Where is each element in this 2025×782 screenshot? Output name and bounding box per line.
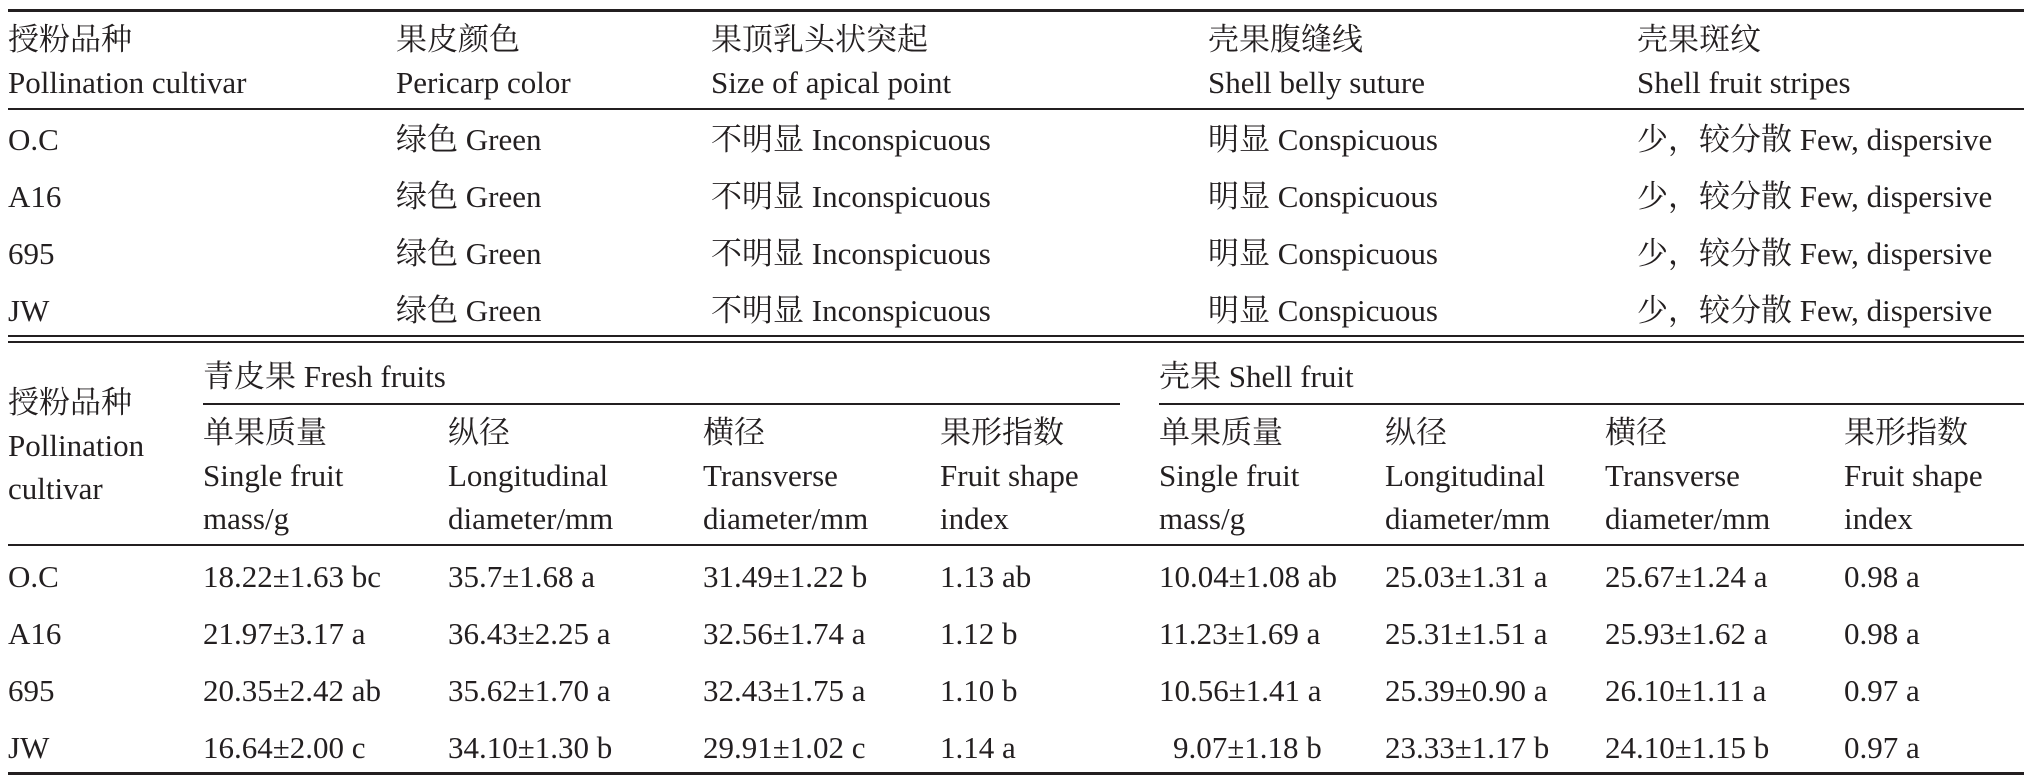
t2-sh4-l1: Single fruit (1159, 458, 1300, 493)
t1-h2-en: Size of apical point (711, 65, 952, 100)
t2-sh6-l0: 横径 (1605, 415, 1667, 450)
t1-r2-c2: 不明显 Inconspicuous (711, 236, 991, 271)
t1-r1-c2: 不明显 Inconspicuous (711, 179, 991, 214)
t2-group-fresh-fruits: 青皮果 Fresh fruits (203, 359, 446, 394)
t2-r1-c8: 0.98 a (1844, 616, 1920, 651)
t1-r1-c4: 少，较分散 Few, dispersive (1637, 179, 1993, 214)
t2-r1-c4: 1.12 b (940, 616, 1018, 651)
t2-r2-c4: 1.10 b (940, 673, 1018, 708)
t2-sh0-l0: 单果质量 (203, 415, 327, 450)
t2-r2-c7: 26.10±1.11 a (1605, 673, 1767, 708)
t2-group-shell-fruit: 壳果 Shell fruit (1159, 359, 1354, 394)
t2-r2-c6: 25.39±0.90 a (1385, 673, 1548, 708)
t1-r3-c0: JW (8, 293, 50, 328)
t2-sh7-l1: Fruit shape (1844, 458, 1983, 493)
t2-r0-c6: 25.03±1.31 a (1385, 559, 1548, 594)
t2-r0-c3: 31.49±1.22 b (703, 559, 868, 594)
t2-sh2-l2: diameter/mm (703, 501, 869, 536)
t2-r1-c0: A16 (8, 616, 62, 651)
t2-r0-c5: 10.04±1.08 ab (1159, 559, 1338, 594)
t1-h3-en: Shell belly suture (1208, 65, 1425, 100)
t2-sh2-l1: Transverse (703, 458, 838, 493)
t2-sh1-l2: diameter/mm (448, 501, 614, 536)
t2-sh2-l0: 横径 (703, 415, 765, 450)
t2-sh5-l1: Longitudinal (1385, 458, 1546, 493)
t2-r2-c8: 0.97 a (1844, 673, 1920, 708)
t2-r2-c1: 20.35±2.42 ab (203, 673, 382, 708)
t2-sh6-l2: diameter/mm (1605, 501, 1771, 536)
t2-r3-c4: 1.14 a (940, 730, 1016, 765)
t2-r3-c2: 34.10±1.30 b (448, 730, 613, 765)
t2-r3-c1: 16.64±2.00 c (203, 730, 366, 765)
t2-sh5-l2: diameter/mm (1385, 501, 1551, 536)
t2-r0-c8: 0.98 a (1844, 559, 1920, 594)
t2-sh0-l1: Single fruit (203, 458, 344, 493)
t1-h0-cn: 授粉品种 (8, 22, 132, 57)
t1-h1-cn: 果皮颜色 (396, 22, 520, 57)
t2-r0-c2: 35.7±1.68 a (448, 559, 596, 594)
t2-sh4-l0: 单果质量 (1159, 415, 1283, 450)
t1-h0-en: Pollination cultivar (8, 65, 247, 100)
t2-r2-c3: 32.43±1.75 a (703, 673, 866, 708)
double-rule-lower (8, 341, 2024, 343)
t1-h1-en: Pericarp color (396, 65, 571, 100)
bottom-rule (8, 772, 2024, 775)
t2-r0-c1: 18.22±1.63 bc (203, 559, 382, 594)
t1-r1-c3: 明显 Conspicuous (1208, 179, 1438, 214)
t2-r3-c5: 9.07±1.18 b (1173, 730, 1322, 765)
t2-sh5-l0: 纵径 (1385, 415, 1447, 450)
t1-r0-c0: O.C (8, 122, 59, 157)
t2-r3-c3: 29.91±1.02 c (703, 730, 866, 765)
t2-r3-c8: 0.97 a (1844, 730, 1920, 765)
t2-r2-c0: 695 (8, 673, 55, 708)
t1-r3-c3: 明显 Conspicuous (1208, 293, 1438, 328)
t1-r3-c1: 绿色 Green (396, 293, 542, 328)
t2-sh1-l1: Longitudinal (448, 458, 609, 493)
group-rule-shell (1159, 403, 2024, 405)
t1-h3-cn: 壳果腹缝线 (1208, 22, 1363, 57)
t1-h4-cn: 壳果斑纹 (1637, 22, 1761, 57)
t1-r2-c4: 少，较分散 Few, dispersive (1637, 236, 1993, 271)
t2-r0-c0: O.C (8, 559, 59, 594)
t1-r0-c4: 少，较分散 Few, dispersive (1637, 122, 1993, 157)
t2-sh4-l2: mass/g (1159, 501, 1246, 536)
header-rule-1 (8, 108, 2024, 110)
t2-r1-c1: 21.97±3.17 a (203, 616, 366, 651)
t1-h4-en: Shell fruit stripes (1637, 65, 1851, 100)
t2-r1-c7: 25.93±1.62 a (1605, 616, 1768, 651)
t2-r1-c2: 36.43±2.25 a (448, 616, 611, 651)
group-rule-fresh (203, 403, 1120, 405)
t2-sh3-l1: Fruit shape (940, 458, 1079, 493)
t2-sh1-l0: 纵径 (448, 415, 510, 450)
t1-r3-c2: 不明显 Inconspicuous (711, 293, 991, 328)
t1-r2-c0: 695 (8, 236, 55, 271)
t2-r0-c7: 25.67±1.24 a (1605, 559, 1768, 594)
t1-r0-c3: 明显 Conspicuous (1208, 122, 1438, 157)
t2-r3-c0: JW (8, 730, 50, 765)
header-rule-2 (8, 544, 2024, 546)
t2-r1-c3: 32.56±1.74 a (703, 616, 866, 651)
t2-sh3-l2: index (940, 501, 1009, 536)
t2-r2-c5: 10.56±1.41 a (1159, 673, 1322, 708)
t1-r1-c0: A16 (8, 179, 62, 214)
t2-stub-en1: Pollination (8, 428, 145, 463)
t1-r2-c1: 绿色 Green (396, 236, 542, 271)
t1-r2-c3: 明显 Conspicuous (1208, 236, 1438, 271)
top-rule (8, 9, 2024, 12)
t2-sh3-l0: 果形指数 (940, 415, 1064, 450)
t1-r0-c1: 绿色 Green (396, 122, 542, 157)
t1-r1-c1: 绿色 Green (396, 179, 542, 214)
t2-r2-c2: 35.62±1.70 a (448, 673, 611, 708)
t2-r3-c6: 23.33±1.17 b (1385, 730, 1550, 765)
t2-stub-en2: cultivar (8, 471, 103, 506)
t1-r3-c4: 少，较分散 Few, dispersive (1637, 293, 1993, 328)
t1-r0-c2: 不明显 Inconspicuous (711, 122, 991, 157)
t1-h2-cn: 果顶乳头状突起 (711, 22, 928, 57)
t2-sh7-l2: index (1844, 501, 1913, 536)
t2-r1-c5: 11.23±1.69 a (1159, 616, 1321, 651)
double-rule-upper (8, 335, 2024, 337)
t2-r0-c4: 1.13 ab (940, 559, 1032, 594)
t2-sh7-l0: 果形指数 (1844, 415, 1968, 450)
t2-r3-c7: 24.10±1.15 b (1605, 730, 1770, 765)
t2-sh6-l1: Transverse (1605, 458, 1740, 493)
t2-r1-c6: 25.31±1.51 a (1385, 616, 1548, 651)
t2-sh0-l2: mass/g (203, 501, 290, 536)
t2-stub-cn: 授粉品种 (8, 385, 132, 420)
